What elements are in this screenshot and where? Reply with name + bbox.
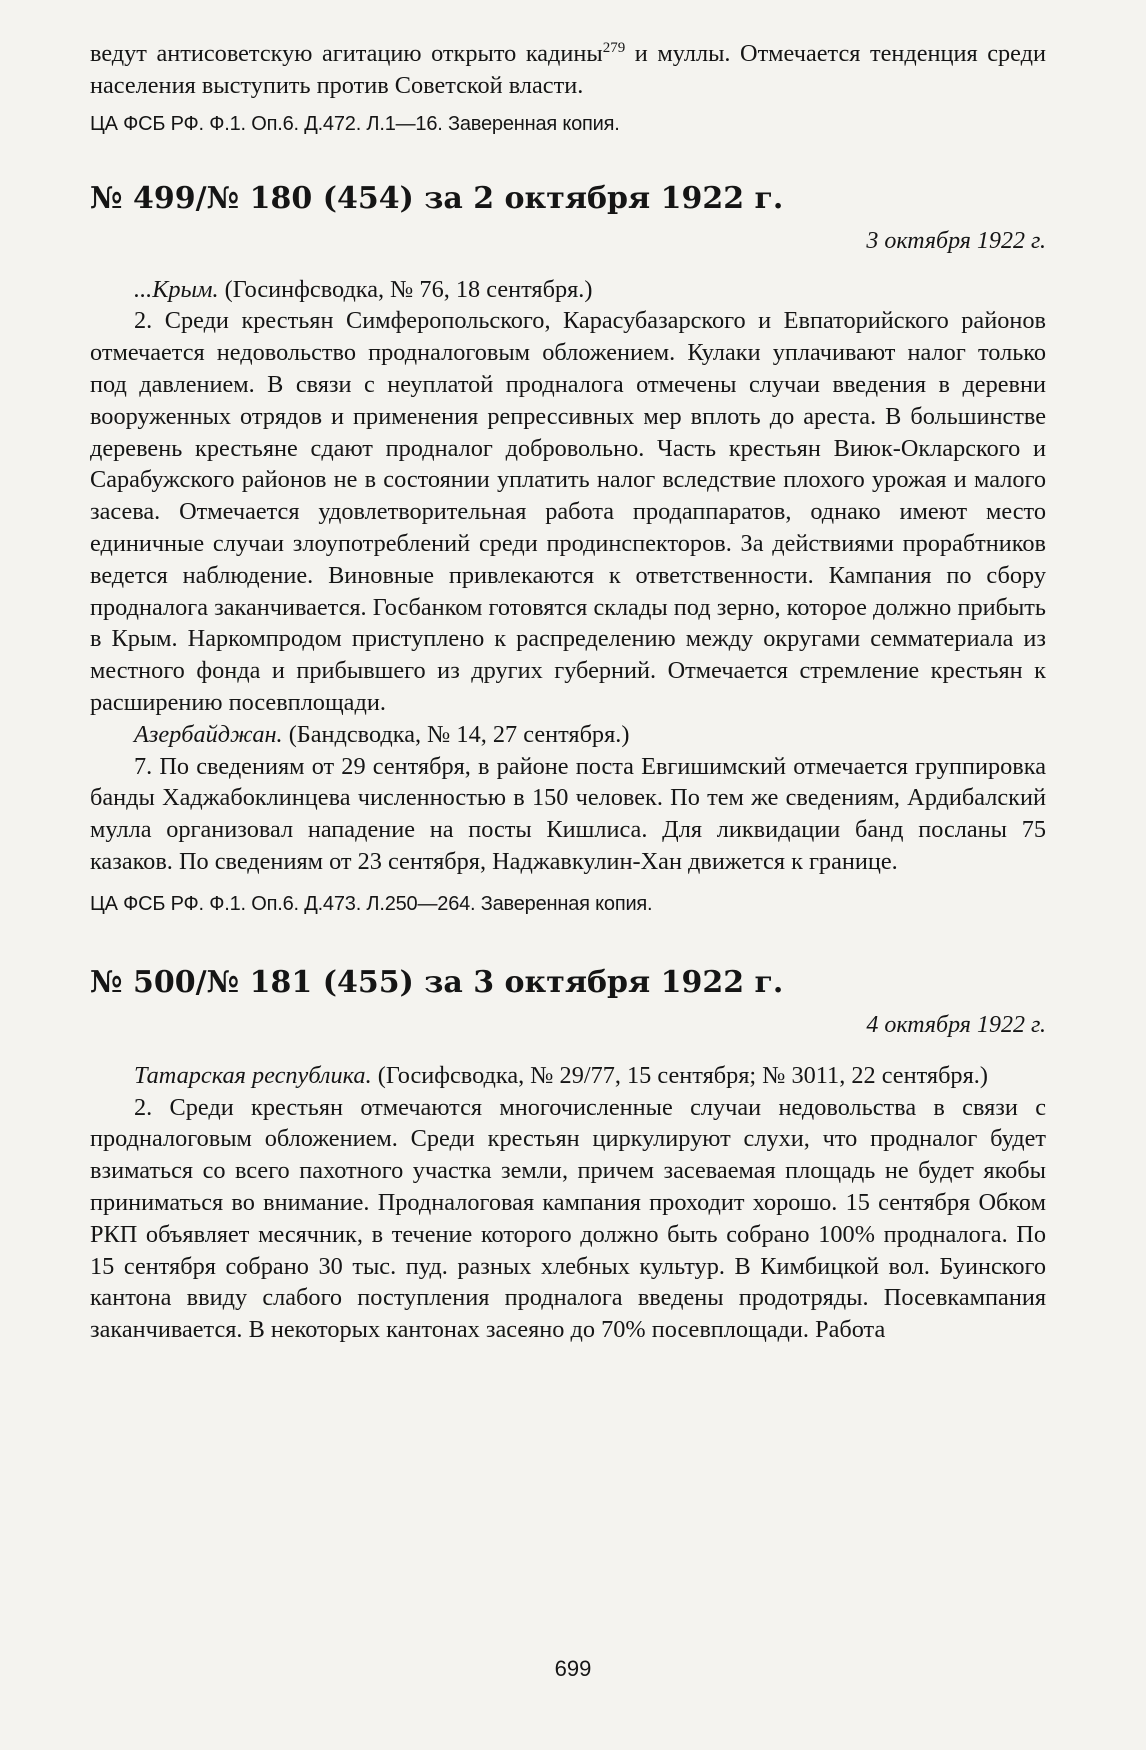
paragraph-top xyxy=(90,38,1046,102)
section-crimea-header xyxy=(90,274,1046,306)
section-tatar-header xyxy=(90,1060,1046,1092)
paragraph-tatar: 2. Среди крестьян отмечаются многочисленные случаи недовольства в связи с продналоговым обложением. Среди крестьян циркулируют слухи, что продналог будет взиматься со всего пахотного участка земли, причем засеваемая площадь не будет якобы приниматься во внимание. Продналоговая кампания проходит хорошо. 15 сентября Обком РКП объявляет месячник, в течение которого должно быть собрано 100% продналога. По 15 сентября собрано 30 тыс. пуд. разных хлебных культур. В Кимбицкой вол. Буинского кантона ввиду слабого поступления продналога введены продотряды. Посевкампания заканчивается. В некоторых кантонах засеяно до 70% посевплощади. Работа xyxy=(90,1093,1046,1344)
source-crimea: (Госинфсводка, № 76, 18 сентября.) xyxy=(218,275,593,303)
paragraph-top-rest: и муллы. Отмечается тенденция среди населения выступить против Советской власти. xyxy=(90,40,1046,99)
place-tatar: Татарская республика. xyxy=(134,1061,372,1089)
section-azerbaijan-header xyxy=(90,719,1046,751)
archive-reference-2: ЦА ФСБ РФ. Ф.1. Оп.6. Д.473. Л.250—264. Заверенная копия. xyxy=(90,892,653,915)
place-azerbaijan: Азербайджан. xyxy=(134,720,283,748)
page-number: 699 xyxy=(554,1656,592,1681)
document-date-499: 3 октября 1922 г. xyxy=(866,227,1046,254)
paragraph-top-text: ведут антисоветскую агитацию открыто кадины xyxy=(90,40,603,67)
place-crimea: ...Крым. xyxy=(134,275,219,303)
archive-reference-1: ЦА ФСБ РФ. Ф.1. Оп.6. Д.472. Л.1—16. Заверенная копия. xyxy=(90,112,620,135)
document-date-500: 4 октября 1922 г. xyxy=(866,1011,1046,1038)
source-azerbaijan: (Бандсводка, № 14, 27 сентября.) xyxy=(282,720,630,748)
document-heading-500: № 500/№ 181 (455) за 3 октября 1922 г. xyxy=(90,964,784,1000)
document-page xyxy=(90,38,1046,1728)
source-tatar: (Госифсводка, № 29/77, 15 сентября; № 3011, 22 сентября.) xyxy=(371,1061,988,1089)
paragraph-azerbaijan: 7. По сведениям от 29 сентября, в районе поста Евгишимский отмечается группировка банды Хаджабоклинцева численностью в 150 человек. По тем же сведениям, Ардибалский мулла организовал нападение на посты Кишлиса. Для ликвидации банд посланы 75 казаков. По сведениям от 23 сентября, Наджавкулин-Хан движется к границе. xyxy=(90,752,1046,875)
paragraph-crimea: 2. Среди крестьян Симферопольского, Карасубазарского и Евпаторийского районов отмечается недовольство продналоговым обложением. Кулаки уплачивают налог только под давлением. В связи с неуплатой продналога отмечены случаи введения в деревни вооруженных отрядов и применения репрессивных мер вплоть до ареста. В большинстве деревень крестьяне сдают продналог добровольно. Часть крестьян Виюк-Окларского и Сарабужского районов не в состоянии уплатить налог вследствие плохого урожая и малого засева. Отмечается удовлетворительная работа продаппаратов, однако имеют место единичные случаи злоупотреблений среди продинспекторов. За действиями прорабтников ведется наблюдение. Виновные привлекаются к ответственности. Кампания по сбору продналога заканчивается. Госбанком готовятся склады под зерно, которое должно прибыть в Крым. Наркомпродом приступлено к распределению между округами семматериала из местного фонда и прибывшего из других губерний. Отмечается стремление крестьян к расширению посевплощади. xyxy=(90,307,1046,716)
footnote-ref[interactable]: 279 xyxy=(602,39,626,56)
document-heading-499: № 499/№ 180 (454) за 2 октября 1922 г. xyxy=(90,180,784,216)
